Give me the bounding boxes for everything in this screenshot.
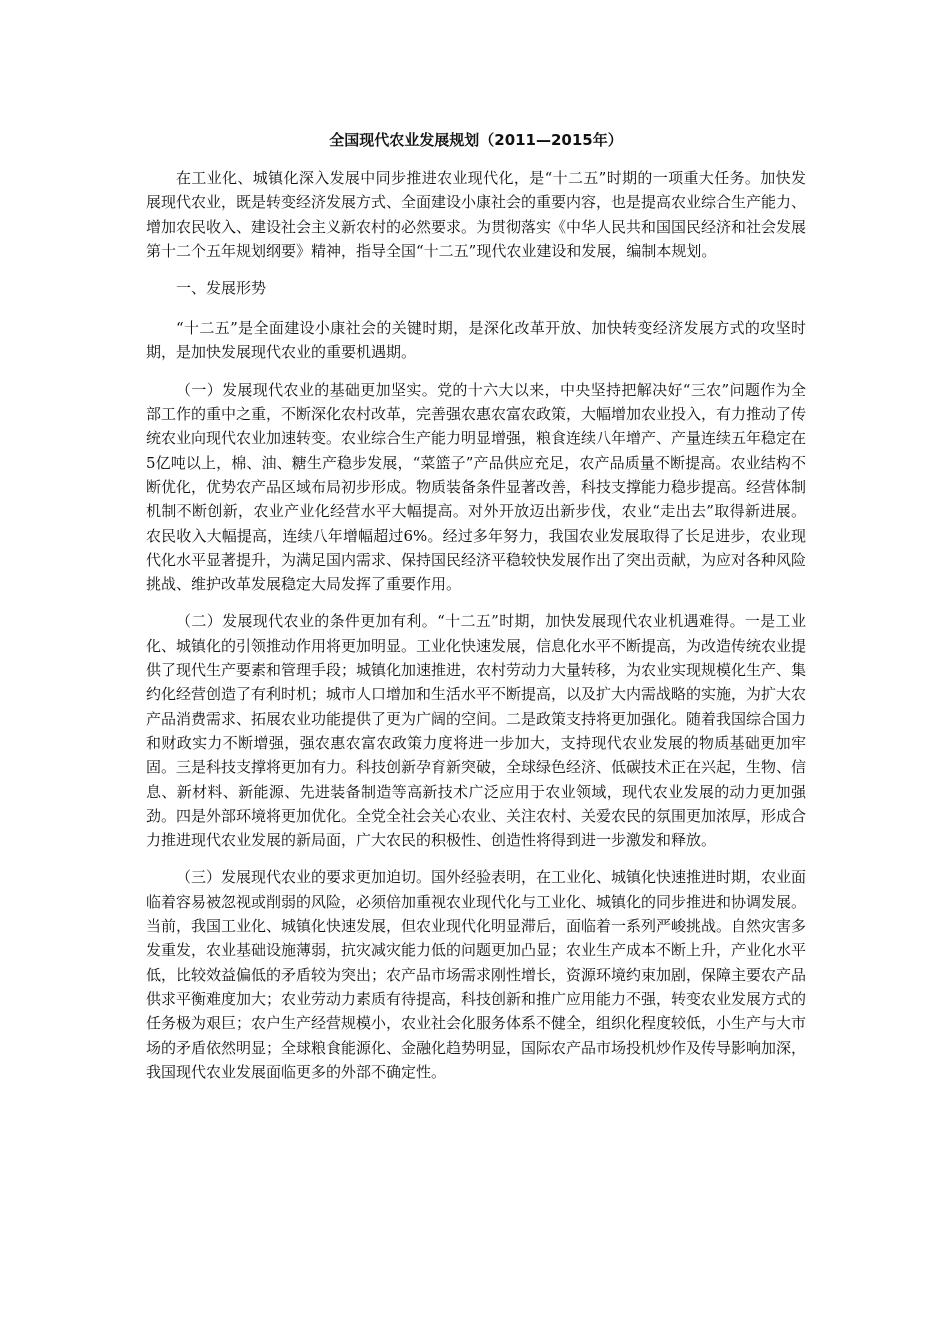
paragraph-requirements: （三）发展现代农业的要求更加迫切。国外经验表明，在工业化、城镇化快速推进时期，农业面临着容易被忽视或削弱的风险，必须倍加重视农业现代化与工业化、城镇化的同步推进和协调发展。当前，我国工业化、城镇化快速发展，但农业现代化明显滞后，面临着一系列严峻挑战。自然灾害多发重发，农业基础设施薄弱，抗灾减灾能力低的问题更加凸显；农业生产成本不断上升，产业化水平低，比较效益偏低的矛盾较为突出；农产品市场需求刚性增长，资源环境约束加剧，保障主要农产品供求平衡难度加大；农业劳动力素质有待提高，科技创新和推广应用能力不强，转变农业发展方式的任务极为艰巨；农户生产经营规模小，农业社会化服务体系不健全，组织化程度较低，小生产与大市场的矛盾依然明显；全球粮食能源化、金融化趋势明显，国际农产品市场投机炒作及传导影响加深，我国现代农业发展面临更多的外部不确定性。 xyxy=(146,868,807,1081)
paragraph-conditions: （二）发展现代农业的条件更加有利。“十二五”时期，加快发展现代农业机遇难得。一是工业化、城镇化的引领推动作用将更加明显。工业化快速发展，信息化水平不断提高，为改造传统农业提供了现代生产要素和管理手段；城镇化加速推进，农村劳动力大量转移，为农业实现规模化生产、集约化经营创造了有利时机；城市人口增加和生活水平不断提高，以及扩大内需战略的实施，为扩大农产品消费需求、拓展农业功能提供了更为广阔的空间。二是政策支持将更加强化。随着我国综合国力和财政实力不断增强，强农惠农富农政策力度将进一步加大，支持现代农业发展的物质基础更加牢固。三是科技支撑将更加有力。科技创新孕育新突破，全球绿色经济、低碳技术正在兴起，生物、信息、新材料、新能源、先进装备制造等高新技术广泛应用于农业领域，现代农业发展的动力更加强劲。四是外部环境将更加优化。全党全社会关心农业、关注农村、关爱农民的氛围更加浓厚，形成合力推进现代农业发展的新局面，广大农民的积极性、创造性将得到进一步激发和释放。 xyxy=(146,612,807,850)
document-page xyxy=(146,128,806,1097)
section-intro-paragraph: “十二五”是全面建设小康社会的关键时期，是深化改革开放、加快转变经济发展方式的攻坚时期，是加快发展现代农业的重要机遇期。 xyxy=(146,319,806,362)
intro-paragraph: 在工业化、城镇化深入发展中同步推进农业现代化，是“十二五”时期的一项重大任务。加快发展现代农业，既是转变经济发展方式、全面建设小康社会的重要内容，也是提高农业综合生产能力、增加农民收入、建设社会主义新农村的必然要求。为贯彻落实《中华人民共和国国民经济和社会发展第十二个五年规划纲要》精神，指导全国“十二五”现代农业建设和发展，编制本规划。 xyxy=(146,169,807,260)
section-heading: 一、发展形势 xyxy=(176,279,267,298)
paragraph-foundation: （一）发展现代农业的基础更加坚实。党的十六大以来，中央坚持把解决好“三农”问题作为全部工作的重中之重，不断深化农村改革，完善强农惠农富农政策，大幅增加农业投入，有力推动了传统农业向现代农业加速转变。农业综合生产能力明显增强，粮食连续八年增产、产量连续五年稳定在5亿吨以上，棉、油、糖生产稳步发展，“菜篮子”产品供应充足，农产品质量不断提高。农业结构不断优化，优势农产品区域布局初步形成。物质装备条件显著改善，科技支撑能力稳步提高。经营体制机制不断创新，农业产业化经营水平大幅提高。对外开放迈出新步伐，农业“走出去”取得新进展。农民收入大幅提高，连续八年增幅超过6%。经过多年努力，我国农业发展取得了长足进步，农业现代化水平显著提升，为满足国内需求、保持国民经济平稳较快发展作出了突出贡献，为应对各种风险挑战、维护改革发展稳定大局发挥了重要作用。 xyxy=(146,380,807,594)
document-title: 全国现代农业发展规划（2011—2015年） xyxy=(329,131,623,149)
